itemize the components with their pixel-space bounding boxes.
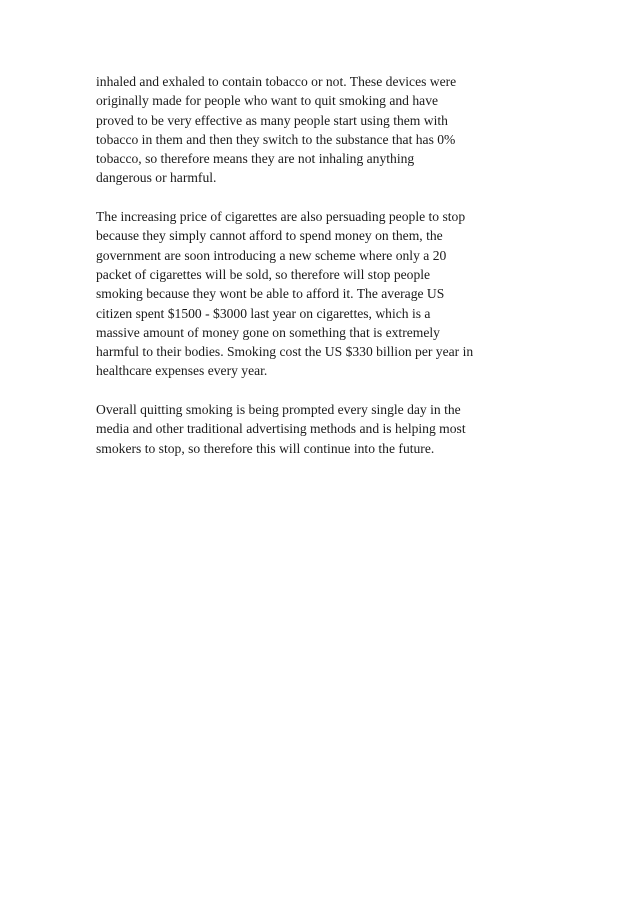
text-line: packet of cigarettes will be sold, so therefore will stop people <box>96 266 431 282</box>
document-body <box>96 72 546 477</box>
paragraph-1 <box>96 72 546 188</box>
paragraph-3 <box>96 400 546 458</box>
text-line: dangerous or harmful. <box>96 170 217 186</box>
text-line: citizen spent $1500 - $3000 last year on cigarettes, which is a <box>96 305 431 321</box>
text-line: smoking because they wont be able to afford it. The average US <box>96 286 445 302</box>
text-line: government are soon introducing a new scheme where only a 20 <box>96 247 447 263</box>
text-line: proved to be very effective as many people start using them with <box>96 112 448 128</box>
text-line: smokers to stop, so therefore this will continue into the future. <box>96 440 435 456</box>
text-line: because they simply cannot afford to spend money on them, the <box>96 228 443 244</box>
text-line: massive amount of money gone on something that is extremely <box>96 324 440 340</box>
text-line: media and other traditional advertising methods and is helping most <box>96 421 466 437</box>
text-line: inhaled and exhaled to contain tobacco or not. These devices were <box>96 74 457 89</box>
text-line: healthcare expenses every year. <box>96 363 268 379</box>
text-line: tobacco, so therefore means they are not inhaling anything <box>96 151 415 167</box>
text-line: originally made for people who want to quit smoking and have <box>96 93 439 109</box>
text-line: harmful to their bodies. Smoking cost the US $330 billion per year in <box>96 344 474 360</box>
paragraph-2 <box>96 207 546 381</box>
text-line: The increasing price of cigarettes are also persuading people to stop <box>96 209 466 225</box>
text-line: tobacco in them and then they switch to the substance that has 0% <box>96 131 456 147</box>
text-line: Overall quitting smoking is being prompted every single day in the <box>96 402 461 418</box>
